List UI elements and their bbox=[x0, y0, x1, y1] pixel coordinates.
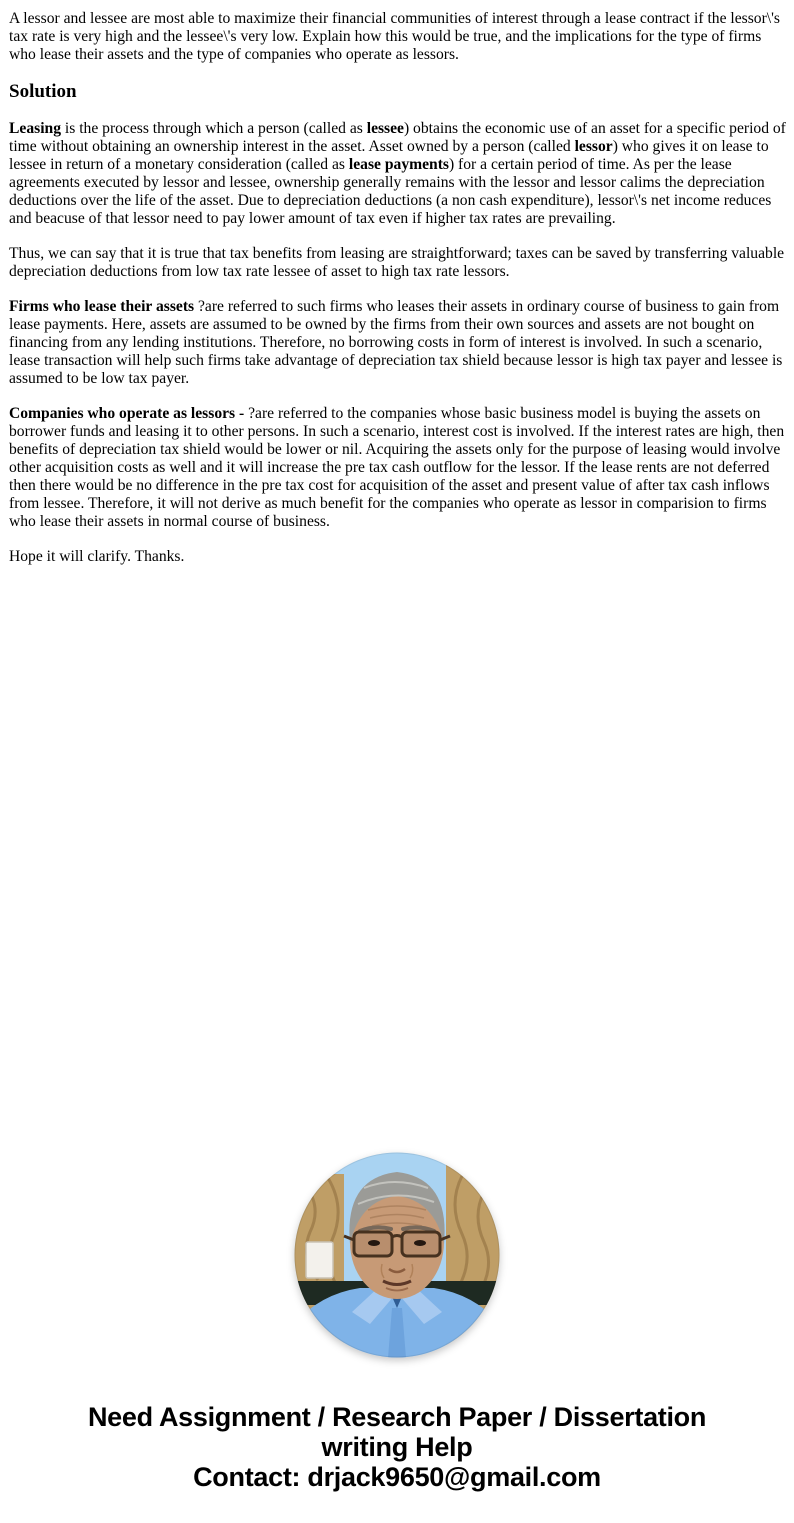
solution-heading: Solution bbox=[9, 81, 77, 102]
paragraph-closing: Hope it will clarify. Thanks. bbox=[9, 548, 185, 565]
footer-message-line-2: writing Help bbox=[321, 1432, 473, 1462]
footer-contact-line: Contact: drjack9650@gmail.com bbox=[193, 1462, 601, 1492]
footer-banner bbox=[0, 1402, 794, 1492]
avatar bbox=[294, 1152, 500, 1358]
avatar-switch-plate bbox=[306, 1242, 333, 1278]
document bbox=[0, 0, 794, 566]
paragraph-leasing-definition: Leasing is the process through which a person (called as lessee) obtains the economic use of an asset for a specific period of time without obtaining an ownership interest in the asset. Asset owned by a person (called lessor) who gives it on lease to lessee in return of a monetary consideration (called as lease payments) for a certain period of time. As per the lease agreements executed by lessor and lessee, ownership generally remains with the lessor and lessor calims the depreciation deductions over the life of the asset. Due to depreciation deductions (a non cash expenditure), lessor\'s net income reduces and beacuse of that lessor need to pay lower amount of tax even if higher tax rates are prevailing. bbox=[9, 120, 786, 227]
paragraph-firms-who-lease: Firms who lease their assets ?are referred to such firms who leases their assets in ordinary course of business to gain from lease payments. Here, assets are assumed to be owned by the firms from their own sources and assets are not bought on financing from any lending institutions. Therefore, no borrowing costs in form of interest is involved. In such a scenario, lease transaction will help such firms take advantage of depreciation tax shield because lessor is high tax payer and lessee is assumed to be low tax payer. bbox=[9, 298, 783, 387]
avatar-eye-right bbox=[414, 1240, 426, 1246]
footer-message-line-1: Need Assignment / Research Paper / Dissertation bbox=[87, 1402, 707, 1432]
question-paragraph: A lessor and lessee are most able to maximize their financial communities of interest through a lease contract if the lessor\'s tax rate is very high and the lessee\'s very low. Explain how this would be true, and the implications for the type of firms who lease their assets and the type of companies who operate as lessors. bbox=[9, 10, 780, 63]
paragraph-tax-benefits: Thus, we can say that it is true that tax benefits from leasing are straightforward; taxes can be saved by transferring valuable depreciation deductions from low tax rate lessee of asset to high tax rate lessors. bbox=[9, 245, 785, 280]
avatar-eye-left bbox=[368, 1240, 380, 1246]
paragraph-companies-lessors: Companies who operate as lessors - ?are referred to the companies whose basic business model is buying the assets on borrower funds and leasing it to other persons. In such a scenario, interest cost is involved. If the interest rates are high, then benefits of depreciation tax shield would be lower or nil. Acquiring the assets only for the purpose of leasing would involve other acquisition costs as well and it will increase the pre tax cash outflow for the lessor. If the lease rents are not deferred then there would be no difference in the pre tax cost for acquisition of the asset and present value of after tax cash inflows from lessee. Therefore, it will not derive as much benefit for the companies who operate as lessor in comparision to firms who lease their assets in normal course of business. bbox=[9, 405, 785, 530]
portrait-photo-icon bbox=[294, 1152, 500, 1358]
